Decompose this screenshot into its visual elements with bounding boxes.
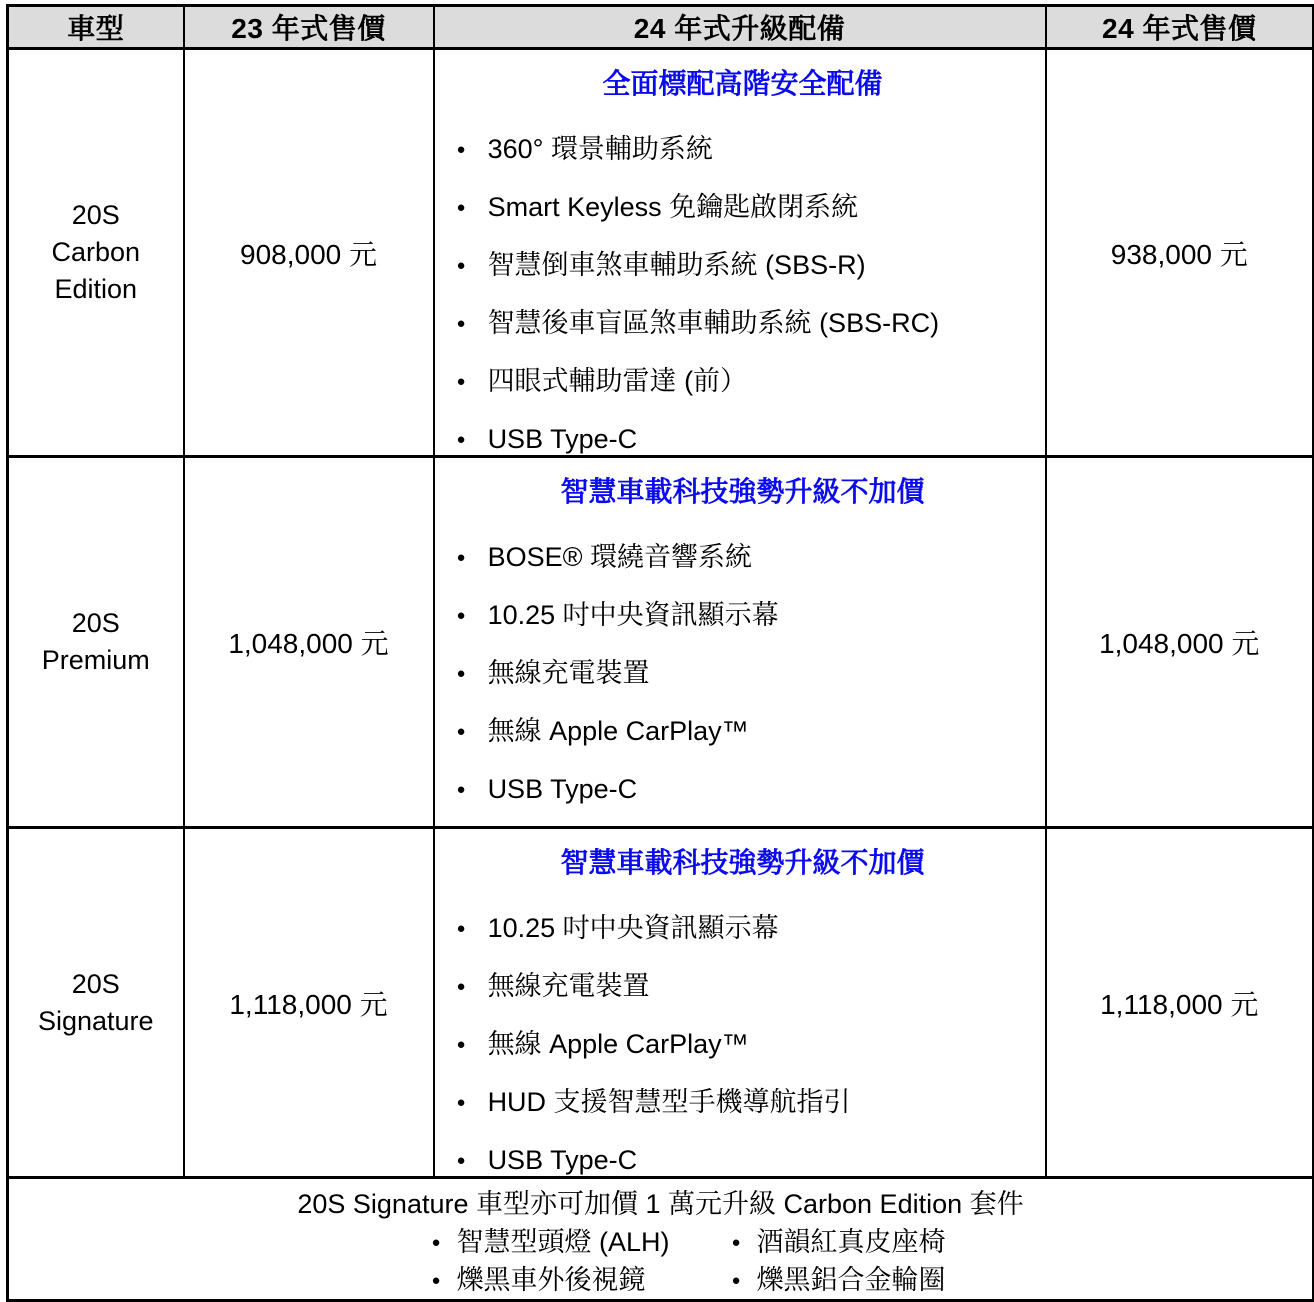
feature-item <box>457 191 1037 223</box>
feature-text: 360° 環景輔助系統 <box>487 134 713 164</box>
bullet-icon: ● <box>456 549 466 566</box>
footer-upgrade-item <box>731 1223 945 1261</box>
bullet-icon: ● <box>456 315 466 332</box>
model-name-line: 20S <box>71 200 120 230</box>
price-24-cell: 938,000 元 <box>1046 49 1314 457</box>
feature-text: 四眼式輔助雷達 (前） <box>487 366 748 396</box>
feature-list <box>449 912 1037 1176</box>
feature-text: USB Type-C <box>487 774 638 804</box>
feature-item <box>457 970 1037 1002</box>
feature-item <box>457 1086 1037 1118</box>
table-row-signature <box>8 828 1314 1178</box>
bullet-icon: ● <box>456 431 466 448</box>
feature-item <box>457 599 1037 631</box>
model-name-line: Premium <box>41 645 150 675</box>
bullet-icon: ● <box>431 1234 441 1251</box>
bullet-icon: ● <box>431 1272 441 1289</box>
footer-upgrade-item <box>431 1223 731 1261</box>
upgrade-category-title: 全面標配高階安全配備 <box>602 68 883 99</box>
price-24-cell: 1,048,000 元 <box>1046 457 1314 828</box>
footer-upgrade-list <box>431 1223 945 1299</box>
upgrade-category-title: 智慧車載科技強勢升級不加價 <box>560 476 925 507</box>
feature-text: 無線 Apple CarPlay™ <box>487 1029 749 1059</box>
bullet-icon: ● <box>456 781 466 798</box>
footer-upgrade-item <box>431 1261 731 1299</box>
feature-text: 智慧倒車煞車輔助系統 (SBS-R) <box>487 250 866 280</box>
model-name-line: 20S <box>71 968 120 999</box>
bullet-icon: ● <box>456 665 466 682</box>
feature-item <box>457 307 1037 339</box>
model-name-line: Carbon <box>51 237 141 267</box>
bullet-icon: ● <box>731 1272 741 1289</box>
feature-text: Smart Keyless 免鑰匙啟閉系統 <box>487 192 859 222</box>
table-row-carbon-edition <box>8 49 1314 457</box>
features-cell <box>434 828 1046 1178</box>
feature-list <box>449 133 1037 455</box>
feature-list <box>449 541 1037 805</box>
column-header-upgrades: 24 年式升級配備 <box>434 6 1046 49</box>
model-cell <box>8 828 184 1178</box>
feature-text: BOSE® 環繞音響系統 <box>487 542 752 572</box>
feature-item <box>457 541 1037 573</box>
model-cell <box>8 457 184 828</box>
footer-row <box>8 1178 1314 1301</box>
feature-item <box>457 1028 1037 1060</box>
footer-upgrade-text: 智慧型頭燈 (ALH) <box>456 1227 670 1257</box>
footer-upgrade-item <box>731 1261 945 1299</box>
price-23-cell: 1,118,000 元 <box>184 828 434 1178</box>
upgrade-category-title: 智慧車載科技強勢升級不加價 <box>560 847 925 878</box>
bullet-icon: ● <box>456 141 466 158</box>
bullet-icon: ● <box>456 1036 466 1053</box>
features-cell <box>434 457 1046 828</box>
feature-text: 無線 Apple CarPlay™ <box>487 716 749 746</box>
bullet-icon: ● <box>456 607 466 624</box>
feature-text: 智慧後車盲區煞車輔助系統 (SBS-RC) <box>487 308 940 338</box>
column-header-price-24: 24 年式售價 <box>1046 6 1314 49</box>
feature-text: 無線充電裝置 <box>487 971 650 1001</box>
feature-text: 10.25 吋中央資訊顯示幕 <box>487 913 779 943</box>
column-header-price-23: 23 年式售價 <box>184 6 434 49</box>
bullet-icon: ● <box>731 1234 741 1251</box>
bullet-icon: ● <box>456 978 466 995</box>
model-name-line: Edition <box>54 274 138 304</box>
feature-item <box>457 133 1037 165</box>
feature-text: 無線充電裝置 <box>487 658 650 688</box>
model-name-line: 20S <box>71 608 120 638</box>
bullet-icon: ● <box>456 1094 466 1111</box>
features-cell <box>434 49 1046 457</box>
bullet-icon: ● <box>456 920 466 937</box>
price-23-cell: 908,000 元 <box>184 49 434 457</box>
pricing-table <box>6 4 1314 1302</box>
footer-title: 20S Signature 車型亦可加價 1 萬元升級 Carbon Edition 套件 <box>297 1189 1024 1219</box>
feature-item <box>457 365 1037 397</box>
model-name-line: Signature <box>37 1005 154 1036</box>
feature-text: USB Type-C <box>487 424 638 454</box>
header-row <box>8 6 1314 49</box>
feature-text: HUD 支援智慧型手機導航指引 <box>487 1087 851 1117</box>
price-23-cell: 1,048,000 元 <box>184 457 434 828</box>
bullet-icon: ● <box>456 257 466 274</box>
footer-upgrade-text: 爍黑車外後視鏡 <box>456 1265 646 1295</box>
feature-item <box>457 1144 1037 1176</box>
feature-item <box>457 715 1037 747</box>
price-24-cell: 1,118,000 元 <box>1046 828 1314 1178</box>
bullet-icon: ● <box>456 199 466 216</box>
feature-text: USB Type-C <box>487 1145 638 1175</box>
bullet-icon: ● <box>456 1152 466 1169</box>
table-row-premium <box>8 457 1314 828</box>
feature-item <box>457 657 1037 689</box>
feature-item <box>457 773 1037 805</box>
model-cell <box>8 49 184 457</box>
bullet-icon: ● <box>456 373 466 390</box>
footer-upgrade-text: 爍黑鋁合金輪圈 <box>756 1265 946 1295</box>
feature-item <box>457 912 1037 944</box>
footer-upgrade-text: 酒韻紅真皮座椅 <box>756 1227 946 1257</box>
feature-text: 10.25 吋中央資訊顯示幕 <box>487 600 779 630</box>
column-header-model: 車型 <box>8 6 184 49</box>
footer-note-cell <box>8 1178 1314 1301</box>
feature-item <box>457 423 1037 455</box>
feature-item <box>457 249 1037 281</box>
bullet-icon: ● <box>456 723 466 740</box>
